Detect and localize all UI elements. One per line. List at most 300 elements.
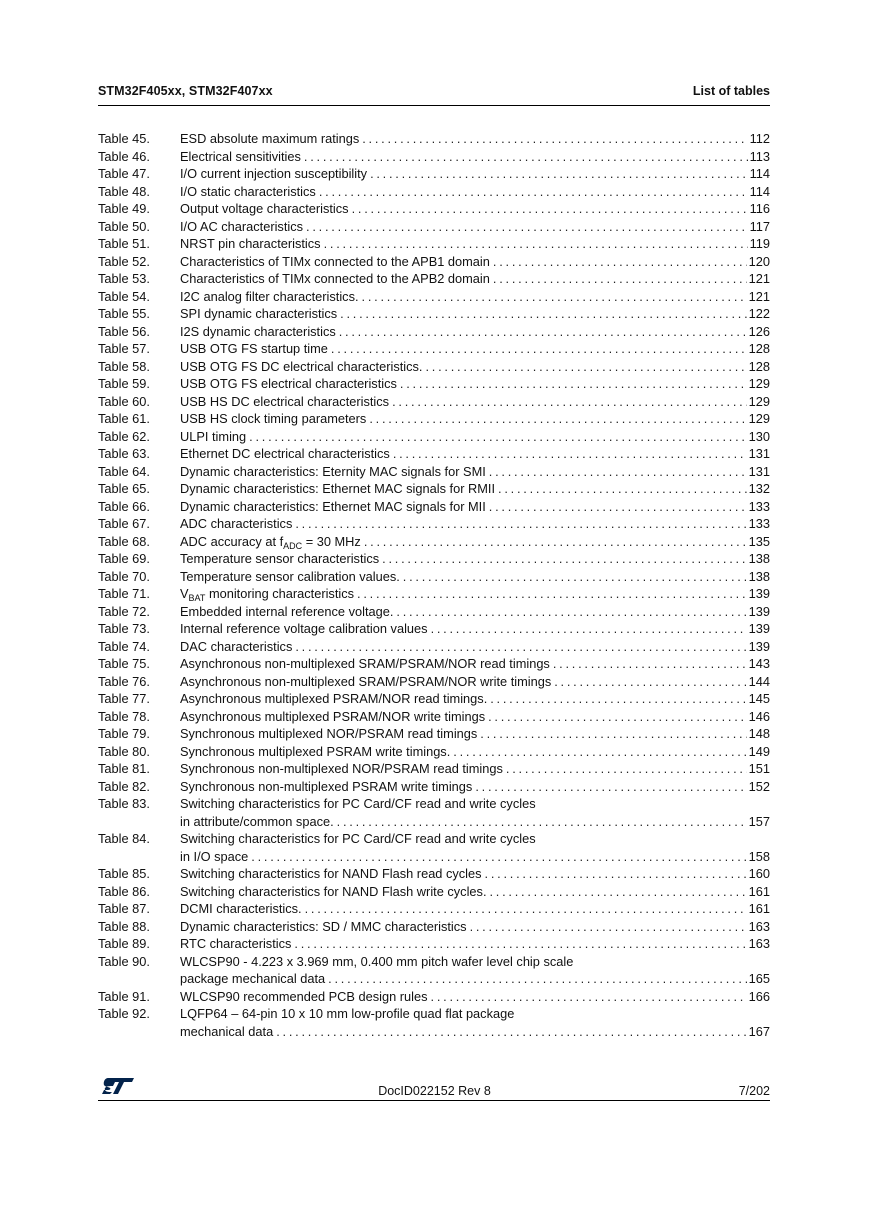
toc-line [180, 428, 770, 446]
dot-leader [328, 970, 747, 988]
table-number: Table 61. [98, 411, 150, 426]
page-ref: 143 [748, 656, 770, 671]
table-number: Table 82. [98, 778, 150, 794]
toc-entry[interactable] [98, 795, 770, 813]
dot-leader [362, 288, 747, 306]
dot-leader [249, 428, 747, 446]
table-title: I/O static characteristics [180, 183, 319, 201]
table-title: Characteristics of TIMx connected to the APB2 domain [180, 270, 493, 288]
table-number: Table 78. [98, 708, 150, 724]
toc-entry[interactable] [98, 165, 770, 183]
table-title: DCMI characteristics. [180, 900, 305, 918]
page-ref: 139 [748, 638, 770, 654]
page-ref: 138 [748, 568, 770, 584]
table-number: Table 81. [98, 761, 150, 776]
page-ref: 148 [748, 726, 770, 741]
table-title: WLCSP90 - 4.223 x 3.969 mm, 0.400 mm pitch wafer level chip scale [180, 953, 576, 971]
page-header [98, 84, 770, 102]
toc-entry[interactable] [98, 410, 770, 428]
table-number: Table 53. [98, 271, 150, 286]
page-ref: 114 [749, 183, 770, 199]
toc-line [180, 480, 770, 498]
section-title: List of tables [692, 84, 770, 98]
table-number: Table 46. [98, 148, 150, 164]
dot-leader [493, 253, 747, 271]
table-number: Table 83. [98, 796, 150, 811]
table-number: Table 72. [98, 603, 150, 619]
table-number: Table 52. [98, 253, 150, 269]
toc-entry[interactable] [98, 235, 770, 253]
dot-leader [352, 200, 748, 218]
dot-leader [493, 270, 747, 288]
table-title: SPI dynamic characteristics [180, 305, 340, 323]
table-number: Table 58. [98, 358, 150, 374]
toc-entry[interactable] [98, 288, 770, 306]
table-number: Table 77. [98, 691, 150, 706]
toc-entry[interactable] [98, 953, 770, 971]
page-ref: 167 [748, 1023, 770, 1039]
table-number: Table 91. [98, 988, 150, 1004]
table-number: Table 57. [98, 341, 150, 356]
toc-entry[interactable] [98, 568, 770, 586]
table-title: Synchronous non-multiplexed NOR/PSRAM read timings [180, 760, 506, 778]
dot-leader [490, 883, 747, 901]
toc-entry[interactable] [98, 778, 770, 796]
toc-entry-continuation[interactable] [98, 1023, 770, 1041]
dot-leader [470, 918, 747, 936]
table-number: Table 55. [98, 306, 150, 321]
table-number: Table 54. [98, 288, 150, 304]
table-title: mechanical data [180, 1023, 276, 1041]
page-ref: 128 [748, 358, 770, 374]
table-number: Table 50. [98, 218, 150, 234]
page-ref: 122 [748, 306, 770, 321]
toc-line [180, 708, 770, 726]
page-ref: 139 [748, 621, 770, 636]
toc-line [180, 620, 770, 638]
dot-leader [431, 988, 747, 1006]
toc-line [180, 725, 770, 743]
toc-line [180, 760, 770, 778]
table-title: in I/O space [180, 848, 251, 866]
toc-entry[interactable] [98, 445, 770, 463]
dot-leader [489, 463, 747, 481]
toc-entry[interactable] [98, 935, 770, 953]
toc-line [180, 165, 770, 183]
dot-leader [304, 148, 748, 166]
table-title: Switching characteristics for NAND Flash read cycles [180, 865, 485, 883]
toc-entry[interactable] [98, 760, 770, 778]
dot-leader [306, 218, 748, 236]
dot-leader [485, 865, 747, 883]
toc-entry[interactable] [98, 393, 770, 411]
page-ref: 133 [748, 498, 770, 514]
table-title: USB HS DC electrical characteristics [180, 393, 392, 411]
toc-line [180, 1005, 770, 1023]
toc-entry[interactable] [98, 585, 770, 603]
toc-entry[interactable] [98, 725, 770, 743]
toc-line [180, 935, 770, 953]
dot-leader [475, 778, 746, 796]
page-ref: 128 [748, 341, 770, 356]
toc-line [180, 323, 770, 341]
page-ref: 126 [748, 323, 770, 339]
table-number: Table 68. [98, 533, 150, 549]
page-ref: 129 [748, 411, 770, 426]
toc-line [180, 358, 770, 376]
toc-entry[interactable] [98, 620, 770, 638]
toc-line [180, 393, 770, 411]
toc-line [180, 463, 770, 481]
toc-entry-continuation[interactable] [98, 848, 770, 866]
toc-line [180, 340, 770, 358]
toc-line [180, 603, 770, 621]
dot-leader [400, 375, 747, 393]
table-title: Dynamic characteristics: Ethernet MAC signals for MII [180, 498, 489, 516]
table-title: USB HS clock timing parameters [180, 410, 369, 428]
table-title: USB OTG FS electrical characteristics [180, 375, 400, 393]
page-ref: 152 [748, 778, 770, 794]
toc-entry[interactable] [98, 883, 770, 901]
toc-line [180, 690, 770, 708]
dot-leader [337, 813, 747, 831]
table-title: I/O current injection susceptibility [180, 165, 370, 183]
dot-leader [554, 673, 746, 691]
table-title: Synchronous multiplexed NOR/PSRAM read timings [180, 725, 480, 743]
table-number: Table 60. [98, 393, 150, 409]
toc-entry[interactable] [98, 130, 770, 148]
toc-line [180, 533, 770, 551]
dot-leader [392, 393, 747, 411]
table-title: Characteristics of TIMx connected to the APB1 domain [180, 253, 493, 271]
page-ref: 157 [748, 813, 770, 829]
table-title: Synchronous non-multiplexed PSRAM write timings [180, 778, 475, 796]
toc-line [180, 830, 770, 848]
toc-line [180, 1023, 770, 1041]
page-ref: 146 [748, 708, 770, 724]
page-ref: 161 [748, 901, 770, 916]
table-title: Synchronous multiplexed PSRAM write timings. [180, 743, 453, 761]
page-ref: 160 [748, 866, 770, 881]
toc-entry[interactable] [98, 463, 770, 481]
toc-line [180, 655, 770, 673]
toc-line [180, 918, 770, 936]
toc-entry[interactable] [98, 375, 770, 393]
table-title: Switching characteristics for PC Card/CF read and write cycles [180, 830, 539, 848]
toc-line [180, 883, 770, 901]
dot-leader [506, 760, 747, 778]
page-ref: 135 [748, 533, 770, 549]
toc-entry[interactable] [98, 480, 770, 498]
table-number: Table 85. [98, 866, 150, 881]
dot-leader [339, 323, 747, 341]
toc-entry[interactable] [98, 148, 770, 166]
table-number: Table 75. [98, 656, 150, 671]
table-number: Table 73. [98, 621, 150, 636]
toc-line [180, 218, 770, 236]
dot-leader [489, 498, 747, 516]
toc-line [180, 568, 770, 586]
page-ref: 165 [748, 971, 770, 986]
doc-id: DocID022152 Rev 8 [378, 1084, 491, 1098]
toc-line [180, 988, 770, 1006]
table-title: Asynchronous multiplexed PSRAM/NOR read timings. [180, 690, 490, 708]
toc-line [180, 375, 770, 393]
page-ref: 129 [748, 393, 770, 409]
table-number: Table 89. [98, 936, 150, 951]
page-ref: 112 [749, 131, 770, 146]
table-number: Table 71. [98, 586, 150, 601]
table-number: Table 79. [98, 726, 150, 741]
page-ref: 121 [748, 288, 770, 304]
table-number: Table 86. [98, 883, 150, 899]
header-rule [98, 105, 770, 106]
dot-leader [431, 620, 747, 638]
toc-entry[interactable] [98, 270, 770, 288]
dot-leader [393, 445, 747, 463]
toc-entry[interactable] [98, 918, 770, 936]
toc-entry[interactable] [98, 533, 770, 551]
toc-line [180, 865, 770, 883]
page-ref: 119 [749, 236, 770, 251]
table-number: Table 47. [98, 166, 150, 181]
table-title: USB OTG FS startup time [180, 340, 331, 358]
table-title: in attribute/common space. [180, 813, 337, 831]
toc-entry[interactable] [98, 550, 770, 568]
toc-line [180, 410, 770, 428]
toc-entry-continuation[interactable] [98, 813, 770, 831]
page-ref: 131 [748, 446, 770, 461]
table-number: Table 76. [98, 673, 150, 689]
toc-line [180, 148, 770, 166]
table-number: Table 90. [98, 953, 150, 969]
toc-entry[interactable] [98, 638, 770, 656]
toc-entry[interactable] [98, 655, 770, 673]
dot-leader [498, 480, 747, 498]
toc-entry[interactable] [98, 865, 770, 883]
dot-leader [403, 568, 747, 586]
table-number: Table 45. [98, 131, 150, 146]
document-title: STM32F405xx, STM32F407xx [98, 84, 273, 98]
dot-leader [340, 305, 746, 323]
toc-line [180, 585, 770, 603]
toc-line [180, 953, 770, 971]
table-title: Asynchronous non-multiplexed SRAM/PSRAM/NOR write timings [180, 673, 554, 691]
toc-entry[interactable] [98, 690, 770, 708]
table-number: Table 69. [98, 551, 150, 566]
table-title: Dynamic characteristics: SD / MMC characteristics [180, 918, 470, 936]
page-ref: 139 [748, 603, 770, 619]
toc-line [180, 778, 770, 796]
table-number: Table 48. [98, 183, 150, 199]
page-ref: 151 [748, 761, 770, 776]
dot-leader [362, 130, 747, 148]
dot-leader [305, 900, 747, 918]
toc-entry[interactable] [98, 183, 770, 201]
page-ref: 166 [748, 988, 770, 1004]
dot-leader [364, 533, 747, 551]
dot-leader [553, 655, 747, 673]
page-ref: 163 [748, 936, 770, 951]
table-title: Asynchronous multiplexed PSRAM/NOR write timings [180, 708, 488, 726]
table-title: $V_{BAT}$ monitoring characteristics [180, 585, 357, 603]
toc-line [180, 848, 770, 866]
table-title: Temperature sensor calibration values. [180, 568, 403, 586]
dot-leader [276, 1023, 746, 1041]
toc-entry[interactable] [98, 830, 770, 848]
table-number: Table 62. [98, 428, 150, 444]
table-title: I2C analog filter characteristics. [180, 288, 362, 306]
table-number: Table 64. [98, 463, 150, 479]
table-number: Table 87. [98, 901, 150, 916]
toc-entry[interactable] [98, 200, 770, 218]
table-title: Switching characteristics for PC Card/CF read and write cycles [180, 795, 539, 813]
page-ref: 129 [748, 376, 770, 391]
toc-line [180, 638, 770, 656]
page-ref: 149 [748, 743, 770, 759]
dot-leader [488, 708, 747, 726]
dot-leader [490, 690, 746, 708]
toc-line [180, 130, 770, 148]
dot-leader [331, 340, 747, 358]
table-title: Output voltage characteristics [180, 200, 352, 218]
toc-entry[interactable] [98, 305, 770, 323]
toc-entry[interactable] [98, 323, 770, 341]
dot-leader [324, 235, 748, 253]
table-title: Electrical sensitivities [180, 148, 304, 166]
page-ref: 158 [748, 848, 770, 864]
toc-line [180, 813, 770, 831]
table-title: Ethernet DC electrical characteristics [180, 445, 393, 463]
table-title: Switching characteristics for NAND Flash write cycles. [180, 883, 490, 901]
table-title: Embedded internal reference voltage. [180, 603, 396, 621]
table-title: RTC characteristics [180, 935, 294, 953]
toc-entry[interactable] [98, 673, 770, 691]
toc-entry[interactable] [98, 253, 770, 271]
toc-line [180, 795, 770, 813]
table-title: DAC characteristics [180, 638, 295, 656]
table-title: package mechanical data [180, 970, 328, 988]
toc-entry[interactable] [98, 1005, 770, 1023]
table-number: Table 92. [98, 1006, 150, 1021]
toc-line [180, 970, 770, 988]
table-number: Table 56. [98, 323, 150, 339]
table-number: Table 51. [98, 236, 150, 251]
toc-entry[interactable] [98, 900, 770, 918]
dot-leader [453, 743, 746, 761]
page-ref: 120 [748, 253, 770, 269]
table-title: I2S dynamic characteristics [180, 323, 339, 341]
dot-leader [382, 550, 747, 568]
toc-entry[interactable] [98, 358, 770, 376]
table-title: Dynamic characteristics: Ethernet MAC signals for RMII [180, 480, 498, 498]
toc-entry[interactable] [98, 988, 770, 1006]
toc-entry-continuation[interactable] [98, 970, 770, 988]
table-number: Table 80. [98, 743, 150, 759]
page-ref: 117 [749, 218, 770, 234]
toc-entry[interactable] [98, 428, 770, 446]
table-title: Asynchronous non-multiplexed SRAM/PSRAM/NOR read timings [180, 655, 553, 673]
table-number: Table 59. [98, 376, 150, 391]
page-ref: 131 [748, 463, 770, 479]
toc-entry[interactable] [98, 218, 770, 236]
toc-line [180, 235, 770, 253]
toc-entry[interactable] [98, 515, 770, 533]
toc-line [180, 253, 770, 271]
page-ref: 116 [749, 201, 770, 216]
table-title: WLCSP90 recommended PCB design rules [180, 988, 431, 1006]
toc-line [180, 183, 770, 201]
page-ref: 144 [748, 673, 770, 689]
dot-leader [295, 638, 746, 656]
toc-line [180, 550, 770, 568]
dot-leader [295, 515, 746, 533]
dot-leader [251, 848, 746, 866]
table-number: Table 66. [98, 498, 150, 514]
toc-line [180, 900, 770, 918]
page-ref: 113 [749, 148, 770, 164]
dot-leader [425, 358, 746, 376]
page-ref: 133 [748, 516, 770, 531]
dot-leader [369, 410, 746, 428]
toc-entry[interactable] [98, 340, 770, 358]
page-ref: 138 [748, 551, 770, 566]
table-title: ULPI timing [180, 428, 249, 446]
page-ref: 145 [748, 691, 770, 706]
page-ref: 163 [748, 918, 770, 934]
toc-entry[interactable] [98, 708, 770, 726]
page-ref: 161 [748, 883, 770, 899]
dot-leader [294, 935, 746, 953]
toc-line [180, 270, 770, 288]
page-number: 7/202 [738, 1084, 770, 1098]
dot-leader [319, 183, 748, 201]
table-number: Table 63. [98, 446, 150, 461]
dot-leader [370, 165, 748, 183]
page-ref: 139 [748, 586, 770, 601]
toc-line [180, 743, 770, 761]
subscript: BAT [188, 593, 206, 603]
dot-leader [357, 585, 747, 603]
page-ref: 130 [748, 428, 770, 444]
toc-line [180, 498, 770, 516]
table-title: Temperature sensor characteristics [180, 550, 382, 568]
subscript: ADC [283, 540, 303, 550]
table-title: USB OTG FS DC electrical characteristics. [180, 358, 425, 376]
table-number: Table 49. [98, 201, 150, 216]
table-number: Table 70. [98, 568, 150, 584]
toc-line [180, 200, 770, 218]
table-title: NRST pin characteristics [180, 235, 324, 253]
page-ref: 132 [748, 481, 770, 496]
toc-line [180, 288, 770, 306]
toc-entry[interactable] [98, 743, 770, 761]
table-title: ADC accuracy at $f_{ADC} = 30$ MHz [180, 533, 364, 551]
toc-entry[interactable] [98, 498, 770, 516]
toc-line [180, 673, 770, 691]
dot-leader [480, 725, 746, 743]
table-number: Table 74. [98, 638, 150, 654]
table-title: ADC characteristics [180, 515, 295, 533]
table-number: Table 65. [98, 481, 150, 496]
toc-line [180, 515, 770, 533]
table-number: Table 67. [98, 516, 150, 531]
toc-line [180, 445, 770, 463]
table-number: Table 88. [98, 918, 150, 934]
table-title: Internal reference voltage calibration values [180, 620, 431, 638]
toc-entry[interactable] [98, 603, 770, 621]
table-title: I/O AC characteristics [180, 218, 306, 236]
